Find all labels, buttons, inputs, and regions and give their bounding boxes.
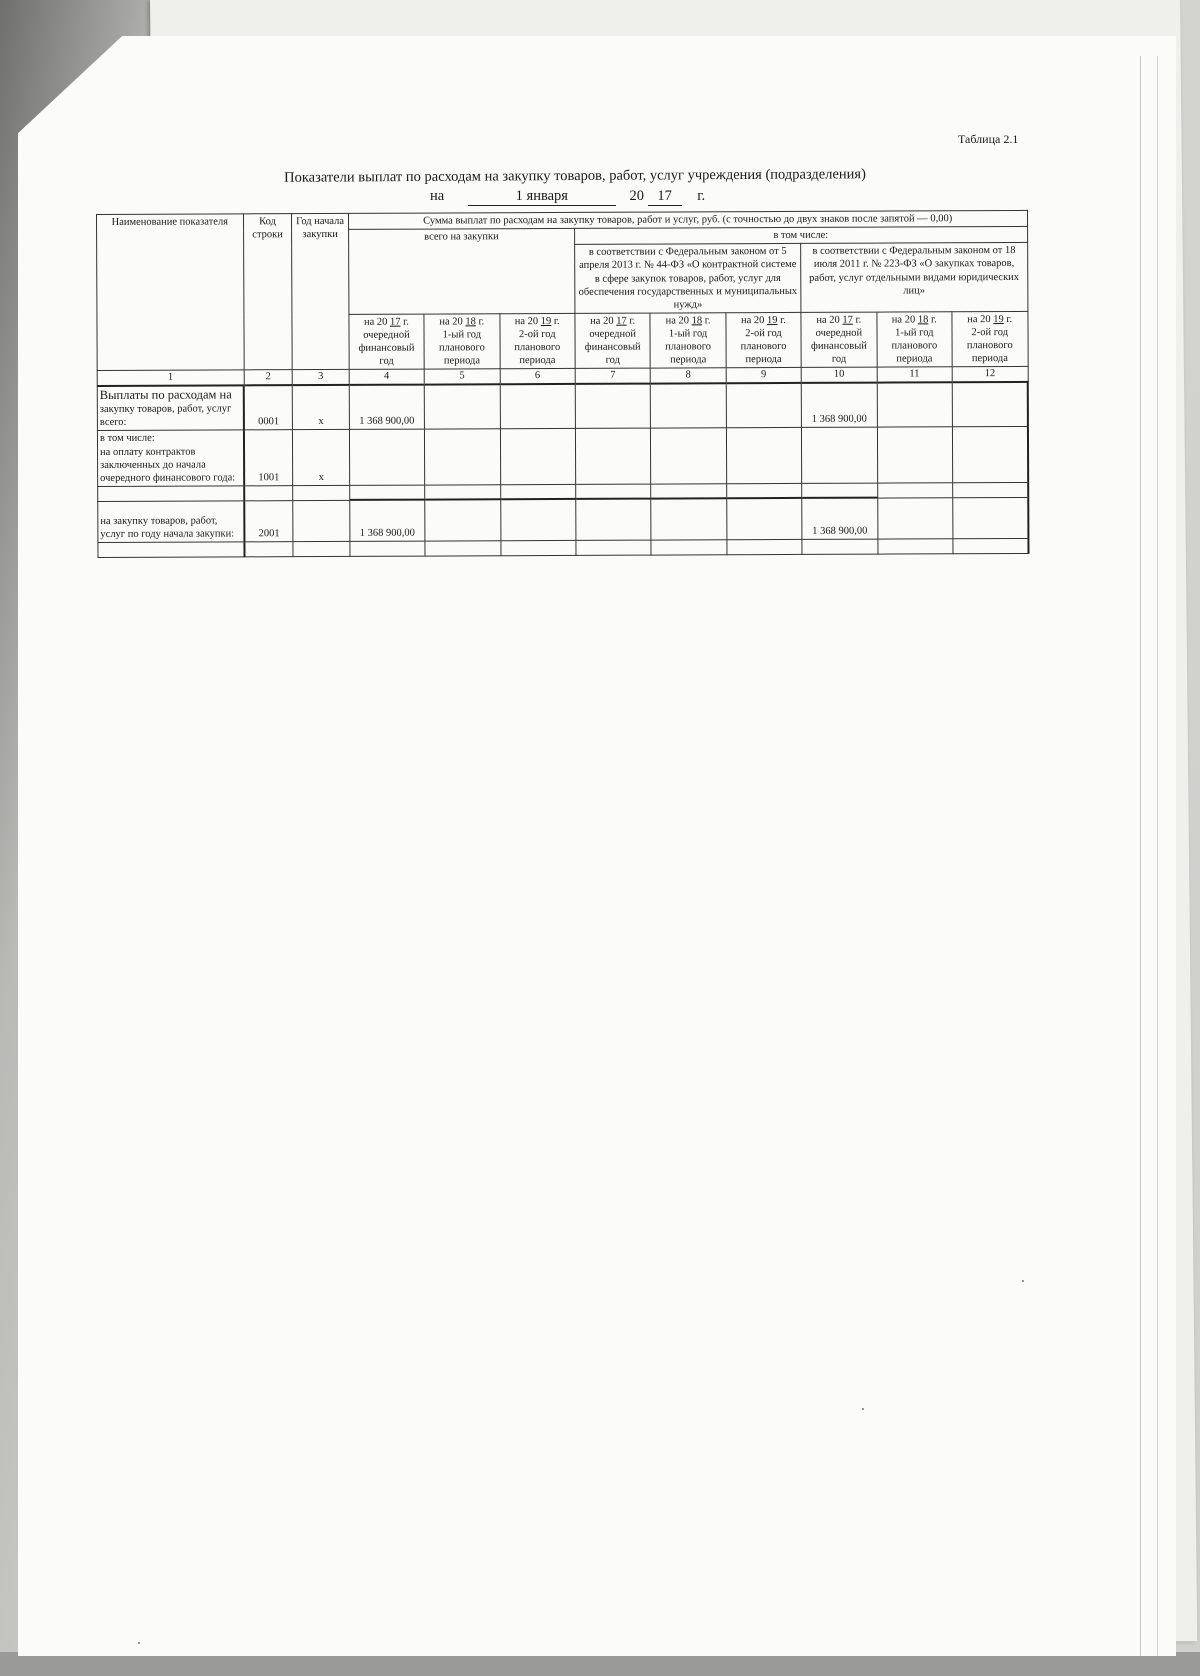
period-cell: на 20 18 г. 1-ый год планового периода [876, 312, 952, 368]
row-amount-col10 [802, 427, 878, 483]
period-cell: на 20 17 г. очередной финансовый год [349, 314, 425, 370]
document-title: Показатели выплат по расходам на закупку товаров, работ, услуг учреждения (подразделения) [284, 166, 866, 186]
closing-cell [877, 539, 952, 554]
payments-table [96, 210, 1029, 558]
spacer-cell [953, 482, 1029, 497]
closing-cell [98, 542, 245, 558]
row-empty-cell [500, 499, 576, 540]
period-cell: на 20 19 г. 2-ой год планового периода [952, 311, 1028, 367]
closing-cell [576, 540, 651, 555]
spacer-cell [500, 484, 575, 499]
column-number: 9 [726, 368, 801, 383]
row-amount-col4: 1 368 900,00 [349, 500, 425, 541]
column-number: 11 [877, 367, 952, 382]
date-prefix: на [430, 188, 445, 204]
year-prefix: 20 [629, 188, 644, 204]
period-cell: на 20 17 г. очередной финансовый год [801, 312, 877, 368]
period-cell: на 20 18 г. 1-ый год планового периода [650, 313, 726, 369]
spacer-cell [98, 486, 245, 502]
header-law44: в соответствии с Федеральным законом от 5 апреля 2013 г. № 44-ФЗ «О контрактной системе в сфере закупок товаров, работ, услуг для обеспечения государственных и муниципальных нужд» [575, 244, 802, 314]
column-number: 6 [500, 369, 575, 384]
row-code: 0001 [244, 385, 293, 431]
row-empty-cell [877, 498, 953, 539]
date-line [430, 188, 705, 206]
table-label: Таблица 2.1 [958, 132, 1019, 146]
row-name: в том числе: на оплату контрактов заключенных до начала очередного финансового года: [97, 430, 244, 486]
row-year: x [293, 384, 349, 430]
period-cell: на 20 17 г. очередной финансовый год [575, 313, 651, 369]
row-empty-cell [425, 500, 501, 541]
row-year: x [293, 430, 350, 486]
spacer-cell [877, 483, 952, 498]
row-amount-col10: 1 368 900,00 [802, 498, 878, 539]
paper-speck [1022, 1280, 1024, 1282]
closing-cell [651, 540, 726, 555]
period-cell: на 20 19 г. 2-ой год планового периода [726, 312, 802, 368]
closing-cell [802, 539, 877, 554]
paper-speck [138, 1642, 140, 1644]
column-number: 4 [349, 369, 424, 384]
row-amount-col10: 1 368 900,00 [801, 382, 877, 428]
spacer-cell [349, 485, 424, 500]
row-code: 1001 [244, 430, 293, 486]
row-name: Выплаты по расходам на закупку товаров, работ, услуг всего: [97, 385, 244, 431]
row-code: 2001 [244, 501, 293, 542]
date-suffix: г. [697, 188, 706, 204]
column-number: 1 [97, 370, 244, 385]
header-total-group: всего на закупки [348, 229, 575, 315]
row-empty-cell [877, 427, 953, 483]
row-empty-cell [575, 383, 651, 429]
year-value: 17 [648, 188, 682, 206]
row-year [293, 500, 349, 541]
row-empty-cell [425, 429, 501, 485]
header-sum: Сумма выплат по расходам на закупку товаров, работ и услуг, руб. (с точностью до двух знаков после запятой — 0,00) [348, 210, 1027, 229]
header-code: Код строки [243, 214, 293, 371]
row-empty-cell [952, 427, 1028, 483]
page-edge [1140, 56, 1158, 1676]
closing-cell [425, 541, 500, 556]
period-cell: на 20 19 г. 2-ой год планового периода [499, 313, 575, 369]
spacer-cell [802, 483, 877, 498]
row-empty-cell [651, 499, 727, 540]
closing-cell [500, 540, 575, 555]
row-empty-cell [651, 428, 727, 484]
row-empty-cell [726, 382, 802, 428]
row-amount-col4: 1 368 900,00 [349, 384, 425, 430]
row-empty-cell [424, 384, 500, 430]
row-empty-cell [576, 499, 652, 540]
period-cell: на 20 18 г. 1-ый год планового периода [424, 314, 500, 370]
header-incl: в том числе: [575, 227, 1028, 245]
spacer-cell [244, 486, 293, 501]
column-number: 2 [244, 370, 293, 385]
paper-speck [862, 1408, 864, 1410]
table-row-total [97, 381, 1028, 430]
spacer-cell [293, 485, 349, 500]
column-number: 8 [651, 368, 726, 383]
row-empty-cell [877, 382, 953, 428]
spacer-cell [425, 485, 500, 500]
row-empty-cell [952, 381, 1028, 427]
row-empty-cell [500, 429, 576, 485]
spacer-cell [576, 484, 651, 499]
spacer-cell [726, 483, 801, 498]
row-empty-cell [726, 498, 802, 539]
header-year: Год начала закупки [292, 213, 349, 370]
payments-table-wrapper [96, 210, 1029, 558]
column-number: 7 [575, 368, 650, 383]
row-empty-cell [651, 383, 727, 429]
spacer-cell [651, 484, 726, 499]
table-row-by-year [98, 497, 1029, 542]
row-empty-cell [500, 383, 576, 429]
date-value: 1 января [468, 188, 616, 206]
row-empty-cell [953, 497, 1029, 538]
header-name: Наименование показателя [97, 214, 244, 371]
closing-cell [727, 539, 802, 554]
closing-cell [350, 541, 425, 556]
column-number: 5 [424, 369, 499, 384]
column-number: 10 [801, 367, 876, 382]
row-amount-col4 [349, 429, 425, 485]
row-empty-cell [575, 428, 651, 484]
closing-cell [953, 538, 1029, 553]
row-name: на закупку товаров, работ, услуг по году начала закупки: [98, 501, 245, 543]
header-law223: в соответствии с Федеральным законом от 18 июля 2011 г. № 223-ФЗ «О закупках товаров, работ, услуг отдельными видами юридических лиц» [801, 243, 1028, 313]
table-row-prior-contracts [97, 427, 1028, 487]
row-empty-cell [726, 428, 802, 484]
column-number: 12 [952, 367, 1028, 382]
column-number: 3 [293, 370, 349, 385]
closing-cell [245, 542, 294, 557]
closing-cell [293, 541, 349, 556]
